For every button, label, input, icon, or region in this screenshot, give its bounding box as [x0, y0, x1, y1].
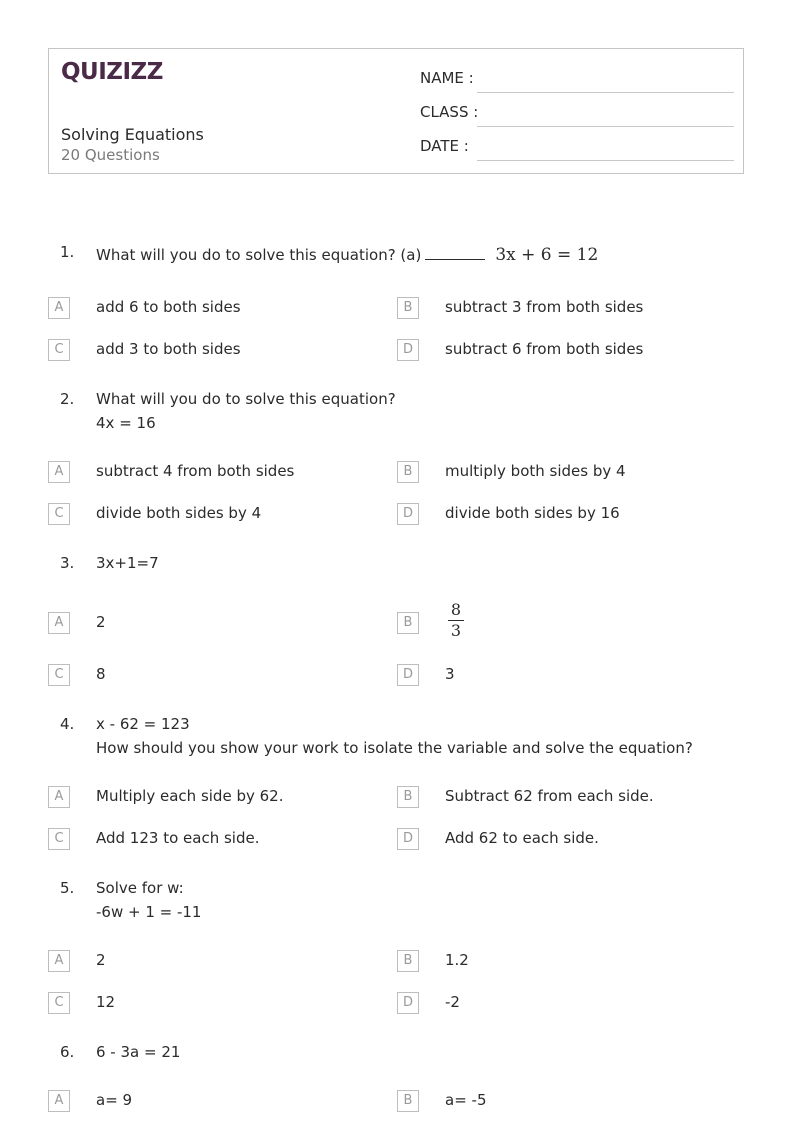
name-line[interactable]: [477, 92, 734, 93]
option-a-box[interactable]: A: [48, 1090, 70, 1112]
class-field[interactable]: [420, 103, 734, 127]
option-d-text: -2: [445, 993, 460, 1011]
question-text: [96, 387, 396, 435]
name-field[interactable]: [420, 69, 734, 93]
question-number: 1.: [60, 243, 75, 261]
question-number: 4.: [60, 715, 75, 733]
quizizz-logo: QUIZIZZ: [61, 59, 163, 85]
question-text: [96, 243, 598, 267]
option-d-text: subtract 6 from both sides: [445, 340, 644, 358]
question-number: 6.: [60, 1043, 75, 1061]
option-b-text: Subtract 62 from each side.: [445, 787, 654, 805]
option-c-text: add 3 to both sides: [96, 340, 241, 358]
option-a-text: add 6 to both sides: [96, 298, 241, 316]
option-a-text: Multiply each side by 62.: [96, 787, 284, 805]
option-b-box[interactable]: B: [397, 1090, 419, 1112]
option-c-text: Add 123 to each side.: [96, 829, 260, 847]
question-math: 3x + 6 = 12: [495, 245, 599, 265]
option-a-text: 2: [96, 951, 106, 969]
option-c-text: 8: [96, 665, 106, 683]
question-line: Solve for w:: [96, 879, 184, 897]
fraction-numerator: 8: [450, 600, 462, 619]
question-line: How should you show your work to isolate the variable and solve the equation?: [96, 739, 693, 757]
question-number: 5.: [60, 879, 75, 897]
option-c-text: divide both sides by 4: [96, 504, 262, 522]
worksheet-header: [48, 48, 744, 174]
question-text: [96, 876, 201, 924]
option-c-box[interactable]: C: [48, 339, 70, 361]
question-text: [96, 551, 159, 575]
answer-blank: [425, 246, 485, 260]
option-a-box[interactable]: A: [48, 786, 70, 808]
option-b-fraction: [446, 601, 466, 640]
option-d-box[interactable]: D: [397, 339, 419, 361]
question-number: 2.: [60, 390, 75, 408]
option-a-box[interactable]: A: [48, 297, 70, 319]
option-d-text: 3: [445, 665, 455, 683]
question-line: 4x = 16: [96, 414, 156, 432]
option-b-text: a= -5: [445, 1091, 487, 1109]
question-count: 20 Questions: [61, 146, 160, 164]
option-d-text: Add 62 to each side.: [445, 829, 599, 847]
option-a-box[interactable]: A: [48, 612, 70, 634]
option-c-box[interactable]: C: [48, 992, 70, 1014]
option-b-box[interactable]: B: [397, 950, 419, 972]
option-b-box[interactable]: B: [397, 461, 419, 483]
name-label: NAME :: [420, 69, 474, 87]
option-c-text: 12: [96, 993, 116, 1011]
question-line: x - 62 = 123: [96, 715, 190, 733]
option-b-text: multiply both sides by 4: [445, 462, 626, 480]
class-label: CLASS :: [420, 103, 479, 121]
question-text: [96, 712, 693, 760]
option-c-box[interactable]: C: [48, 828, 70, 850]
option-b-text: 1.2: [445, 951, 469, 969]
question-line: 3x+1=7: [96, 554, 159, 572]
question-line: What will you do to solve this equation? (a): [96, 246, 422, 264]
option-a-box[interactable]: A: [48, 461, 70, 483]
option-d-text: divide both sides by 16: [445, 504, 620, 522]
question-text: [96, 1040, 180, 1064]
option-a-box[interactable]: A: [48, 950, 70, 972]
date-line[interactable]: [477, 160, 734, 161]
fraction-denominator: 3: [450, 621, 462, 640]
option-a-text: a= 9: [96, 1091, 133, 1109]
option-d-box[interactable]: D: [397, 503, 419, 525]
question-line: 6 - 3a = 21: [96, 1043, 181, 1061]
question-line: What will you do to solve this equation?: [96, 390, 396, 408]
date-label: DATE :: [420, 137, 469, 155]
option-c-box[interactable]: C: [48, 664, 70, 686]
date-field[interactable]: [420, 137, 734, 161]
class-line[interactable]: [477, 126, 734, 127]
option-d-box[interactable]: D: [397, 992, 419, 1014]
option-b-box[interactable]: B: [397, 786, 419, 808]
option-a-text: 2: [96, 613, 106, 631]
option-b-box[interactable]: B: [397, 612, 419, 634]
question-line: -6w + 1 = -11: [96, 903, 202, 921]
option-b-text: subtract 3 from both sides: [445, 298, 644, 316]
option-b-box[interactable]: B: [397, 297, 419, 319]
question-number: 3.: [60, 554, 75, 572]
option-a-text: subtract 4 from both sides: [96, 462, 295, 480]
option-d-box[interactable]: D: [397, 828, 419, 850]
option-c-box[interactable]: C: [48, 503, 70, 525]
worksheet-title: Solving Equations: [61, 125, 204, 144]
option-d-box[interactable]: D: [397, 664, 419, 686]
